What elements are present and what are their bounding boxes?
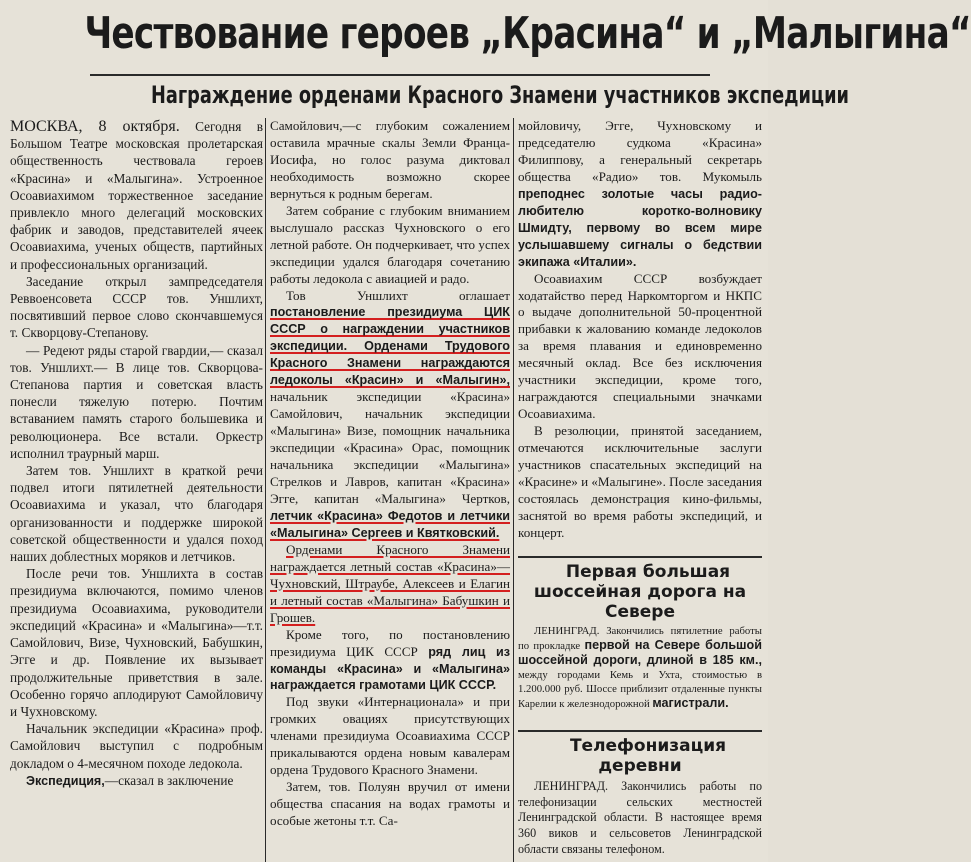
paragraph: Затем тов. Уншлихт в краткой речи подвел итоги пятилетней деятельности Осоавиахима и указал, что благодаря организованности и поддержке широкой советской общественности и удался поход наших доблестных моряков и летчиков.: [10, 463, 263, 565]
paragraph-text: Сегодня в Большом Театре московская пролетарская общественность чествовала героев «Красина» и «Малыгина». Устроенное Осоавиахимом торжественное заседание привлекло много делегаций московских фабрик и заводов, представителей ячеек Осоавиахима, ученых обществ, партийных и профессиональных организаций.: [10, 119, 263, 272]
paragraph: [518, 118, 762, 271]
paragraph: [10, 772, 263, 790]
paragraph: Осоавиахим СССР возбуждает ходатайство перед Наркомторгом и НКПС о выдаче дополнительной 50-процентной прибавки к жалованию команде ледоколов за время плавания и единовременно месячный оклад. Все без исключения участники экспедиции, кроме того, награждаются специальными значками Осоавиахима.: [518, 270, 762, 422]
bold-text: преподнес золотые часы радио-любителю коротко-волновику Шмидту, первому во всем мире услышавшему сигналы о бедствии экипажа «Италии».: [518, 186, 762, 269]
paragraph-text: ЛЕНИНГРАД. Закончились пятилетние работы по прокладке: [518, 625, 762, 652]
paragraph: В резолюции, принятой заседанием, отмечаются исключительные заслуги участников спасательных экспедиций на «Красине» и «Малыгине». После заседания состоялась демонстрация кино-фильмы, заснятой во время работы экспедиций, и концерт.: [518, 423, 762, 540]
paragraph-text: мойловичу, Эгге, Чухновскому и председателю судкома «Красина» Филиппову, а генеральный секретарь общества «Радио» тов. Мукомыль: [518, 118, 762, 184]
road-article: [518, 562, 762, 712]
road-article-title: Первая большая шоссейная дорога на Севере: [533, 562, 747, 622]
paragraph: Под звуки «Интернационала» и при громких овациях присутствующих членами президиума Осоавиахима СССР прикалываются ордена новым кавалерам ордена Трудового Красного Знамени.: [270, 694, 510, 778]
paragraph: — Редеют ряды старой гвардии,— сказал тов. Уншлихт.— В лице тов. Скворцова-Степанова партия и советская власть понесли тяжелую потерю. Почтим вставанием память старого большевика и революционера. Все встали. Оркестр исполнил траурный марш.: [10, 342, 263, 461]
phone-article-title: Телефонизация деревни: [569, 736, 727, 776]
column-rule-2: [513, 118, 514, 862]
paragraph: [10, 118, 263, 273]
paragraph: После речи тов. Уншлихта в состав президиума включаются, помимо членов президиума Осоавиахима, руководители экспедиций «Красина» и «Малыгина»—т.т. Самойлович, Визе, Чухновский, Бабушкин, Эгге и др. Появление их вызывает продолжительные приветствия в зале. Особенно горячо аплодируют Самойловичу и Чухновскому.: [10, 566, 263, 719]
highlighted-pilots: летчик «Красина» Федотов и летчики «Малыгина» Сергеев и Квятковский.: [270, 508, 510, 540]
bold-text: первой на Севере большой шоссейной дороги, длиной в 185 км.,: [518, 637, 762, 667]
paragraph-text: Кроме того, по постановлению президиума ЦИК СССР: [270, 626, 510, 659]
paragraph: Самойлович,—с глубоким сожалением оставила мрачные скалы Земли Франца-Иосифа, но голос разума диктовал необходимость возможно скорее вернуться к родным берегам.: [270, 118, 510, 201]
column-1: [10, 118, 263, 790]
phone-article: [518, 736, 762, 858]
column-2: [270, 118, 510, 830]
highlighted-decree: постановление президиума ЦИК СССР о награждении участников экспедиции. Орденами Трудового Красного Знамени награждаются ледоколы «Красин» и «Малыгин»,: [270, 305, 510, 388]
dateline: МОСКВА, 8 октября.: [10, 118, 180, 135]
column-rule-1: [265, 118, 266, 862]
headline-block: [0, 2, 971, 74]
highlighted-red-banner-award: Орденами Красного Знамени награждается летный состав «Красина»—Чухновский, Штраубе, Алексеев и Елагин и летный состав «Малыгина» Бабушкин и Грошев.: [270, 541, 510, 625]
paragraph: [270, 288, 510, 542]
bold-lead: Экспедиция,: [26, 773, 105, 788]
paragraph-text: между городами Кемь и Ухта, стоимостью в 1.200.000 руб. Шоссе приблизит отдаленные пункты Карелии к железнодорожной: [518, 668, 762, 710]
bold-text: ряд лиц из команды «Красина» и «Малыгина» награждается грамотами ЦИК СССР.: [270, 644, 511, 693]
paragraph-text: начальник экспедиции «Красина» Самойлович, начальник экспедиции «Малыгина» Визе, помощник начальника экспедиции «Красина» Орас, помощник начальника экспедиции «Малыгина» Стрелков и Лавров, капитан «Красина» Эгге, капитан «Малыгина» Чертков,: [270, 389, 510, 506]
paragraph: ЛЕНИНГРАД. Закончились работы по телефонизации сельских местностей Ленинградской области. В настоящее время 360 виков и сельсоветов Ленинградской области связаны телефоном.: [518, 779, 762, 856]
column-3: [518, 118, 762, 542]
section-rule-phone: [518, 730, 762, 732]
subheadline-block: [60, 78, 849, 112]
bold-text: магистрали.: [652, 695, 729, 710]
paragraph-text: Тов Уншлихт оглашает: [286, 287, 510, 303]
paragraph: [518, 625, 762, 712]
paragraph: Заседание открыл зампредседателя Реввоенсовета СССР тов. Уншлихт, посвятивший первое слово скончавшемуся т. Скворцову-Степанову.: [10, 273, 263, 341]
headline-rule: [90, 74, 710, 76]
paragraph: [270, 627, 510, 695]
paragraph: Затем собрание с глубоким вниманием выслушало рассказ Чухновского о его летной работе. Он подчеркивает, что успех экспедиции удался благодаря сочетанию работы ледокола с авиацией и радо.: [270, 202, 510, 286]
headline: Чествование героев „Красина“ и „Малыгина“: [84, 8, 971, 59]
paragraph: Начальник экспедиции «Красина» проф. Самойлович выступил с подробным докладом о 4-месячном походе ледокола.: [10, 721, 263, 771]
subheadline: Награждение орденами Красного Знамени участников экспедиции: [151, 81, 849, 109]
paragraph: Затем, тов. Полуян вручил от имени общества спасания на водах грамоты и особые жетоны т.т. Са-: [270, 779, 510, 829]
section-rule-road: [518, 556, 762, 558]
paragraph-text: —сказал в заключение: [104, 772, 234, 788]
